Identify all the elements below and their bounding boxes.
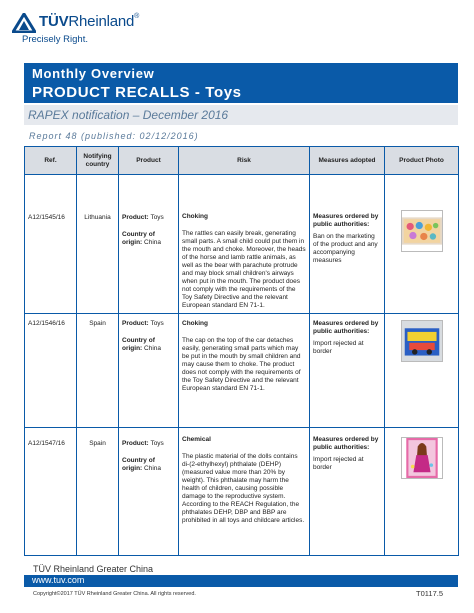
- measures-cell: Measures ordered by public authorities: Ban on the marketing of the product and any accompanying measures: [310, 175, 385, 314]
- ref-cell: A12/1545/16: [25, 175, 77, 314]
- risk-cell: Chemical The plastic material of the dolls contains di-(2-ethylhexyl) phthalate (DEHP) (measured value more than 20% by weight). This phthalate may harm the health of children, causing possible damage to the reproductive system. According to the REACH Regulation, the phthalates DEHP, DBP and BBP are prohibited in all toys and childcare articles.: [179, 428, 310, 556]
- doll-set-photo: [401, 437, 443, 479]
- country-cell: Spain: [77, 314, 119, 428]
- footer-company: TÜV Rheinland Greater China: [33, 564, 154, 574]
- country-cell: Lithuania: [77, 175, 119, 314]
- ref-cell: A12/1546/16: [25, 314, 77, 428]
- header-photo: Product Photo: [385, 147, 459, 175]
- measures-cell: Measures ordered by public authorities: Import rejected at border: [310, 428, 385, 556]
- document-code: T0117.5: [416, 589, 443, 598]
- header-country: Notifying country: [77, 147, 119, 175]
- footer-copyright: Copyright©2017 TÜV Rheinland Greater China. All rights reserved.: [33, 591, 196, 597]
- table-row: [25, 314, 459, 428]
- notification-bar: [24, 105, 458, 125]
- photo-cell: [385, 314, 459, 428]
- header-measures: Measures adopted: [310, 147, 385, 175]
- header-product: Product: [119, 147, 179, 175]
- table-row: [25, 428, 459, 556]
- photo-cell: [385, 428, 459, 556]
- rattle-toys-photo: [401, 210, 443, 252]
- product-cell: Product: Toys Country of origin: China: [119, 175, 179, 314]
- title-banner: [24, 63, 458, 103]
- triangle-logo-icon: [12, 13, 36, 33]
- tuv-rheinland-logo: [12, 13, 212, 49]
- toy-car-photo: [401, 320, 443, 362]
- header-risk: Risk: [179, 147, 310, 175]
- risk-cell: Choking The cap on the top of the car detaches easily, generating small parts which may be put in the mouth by small children and may cause them to choke. The product does not comply with the requirements of the Toy Safety Directive and the relevant European standard EN 71-1.: [179, 314, 310, 428]
- footer-url-link[interactable]: www.tuv.com: [32, 575, 85, 585]
- product-cell: Product: Toys Country of origin: China: [119, 428, 179, 556]
- report-line: Report 48 (published: 02/12/2016): [29, 131, 199, 141]
- table-row: [25, 175, 459, 314]
- country-cell: Spain: [77, 428, 119, 556]
- measures-cell: Measures ordered by public authorities: Import rejected at border: [310, 314, 385, 428]
- banner-subtitle: Monthly Overview: [32, 66, 155, 81]
- footer-bar: [24, 575, 458, 587]
- header-ref: Ref.: [25, 147, 77, 175]
- banner-title: PRODUCT RECALLS - Toys: [32, 84, 242, 101]
- brand-name: TÜVRheinland®: [39, 13, 140, 30]
- risk-cell: Choking The rattles can easily break, generating small parts. A small child could put them in the mouth and choke. Moreover, the heads of the horse and lamb rattle animals, as well as the bear with parachute protrude and may block small children's airways when put in the mouth. The product does not comply with the requirements of the Toy Safety Directive and the relevant European standard EN 71-1.: [179, 175, 310, 314]
- ref-cell: A12/1547/16: [25, 428, 77, 556]
- photo-cell: [385, 175, 459, 314]
- table-header-row: [25, 147, 459, 175]
- recalls-table: [24, 146, 459, 556]
- brand-slogan: Precisely Right.: [22, 34, 88, 45]
- notification-text: RAPEX notification – December 2016: [28, 108, 229, 122]
- product-cell: Product: Toys Country of origin: China: [119, 314, 179, 428]
